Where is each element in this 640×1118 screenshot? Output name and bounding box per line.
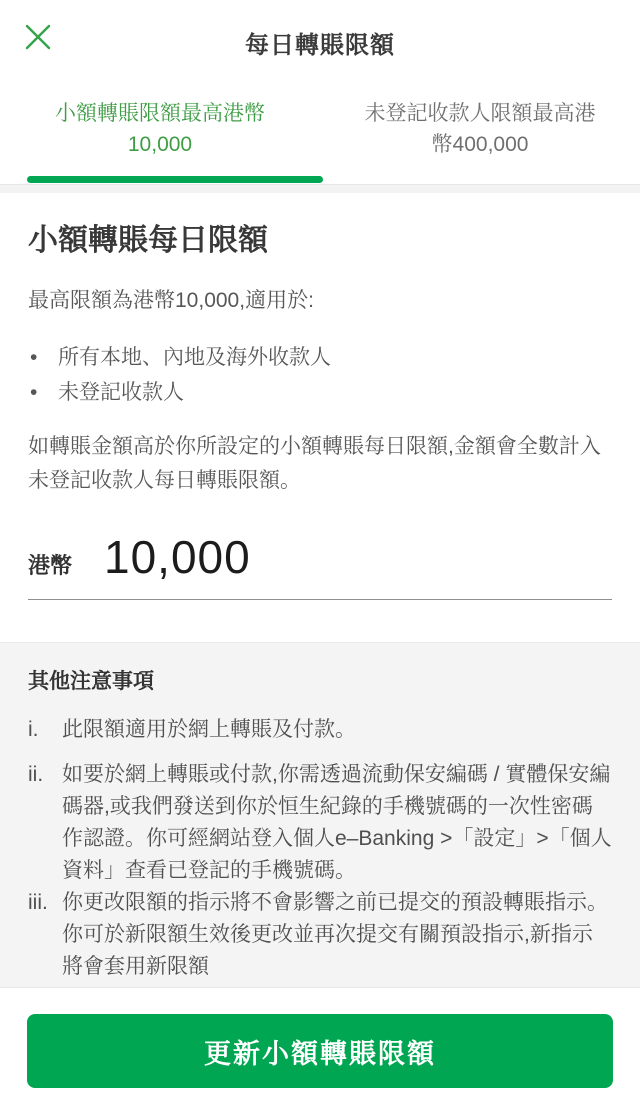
header [0, 0, 640, 193]
update-limit-button[interactable]: 更新小額轉賬限額 [27, 1014, 613, 1088]
close-icon [25, 24, 51, 50]
other-notes-heading: 其他注意事項 [28, 670, 154, 693]
tab-small-transfer-limit-label: 小額轉賬限額最高港幣10,000 [55, 102, 265, 156]
amount-input[interactable] [28, 530, 612, 600]
note-text: 你更改限額的指示將不會影響之前已提交的預設轉賬指示。你可於新限額生效後更改並再次提交有關預設指示,新指示將會套用新限額 [62, 891, 608, 978]
footer [0, 988, 640, 1118]
note-marker: iii. [28, 891, 48, 914]
note-text: 如要於網上轉賬或付款,你需透過流動保安編碼 / 實體保安編碼器,或我們發送到你於恒生紀錄的手機號碼的一次性密碼作認證。你可經網站登入個人e–Banking >「設定」>「個人資料」查看已登記的手機號碼。 [62, 763, 612, 882]
section-heading: 小額轉賬每日限額 [28, 224, 268, 257]
tab-small-transfer-limit[interactable] [0, 98, 320, 160]
page-title: 每日轉賬限額 [245, 32, 395, 59]
applicable-payee-list [28, 340, 612, 410]
tab-bar [0, 98, 640, 160]
list-item: • 未登記收款人 [28, 375, 612, 410]
note-item-ii [28, 759, 612, 887]
tab-unregistered-payee-limit-label: 未登記收款人限額最高港幣400,000 [364, 102, 596, 156]
header-divider [0, 184, 640, 193]
currency-label: 港幣 [28, 553, 73, 578]
other-notes-section [0, 642, 640, 988]
note-item-iii [28, 887, 612, 983]
limit-intro-text: 最高限額為港幣10,000,適用於: [28, 289, 314, 312]
tab-unregistered-payee-limit[interactable] [320, 98, 640, 160]
active-tab-indicator [27, 176, 323, 183]
note-marker: i. [28, 718, 39, 741]
list-item: • 所有本地、內地及海外收款人 [28, 340, 612, 375]
note-text: 此限額適用於網上轉賬及付款。 [62, 718, 356, 741]
amount-value: 10,000 [104, 531, 251, 583]
main-content [0, 193, 640, 600]
close-button[interactable] [22, 22, 54, 54]
note-item-i [28, 714, 612, 746]
overflow-note-text: 如轉賬金額高於你所設定的小額轉賬每日限額,金額會全數計入未登記收款人每日轉賬限額。 [28, 435, 601, 492]
note-marker: ii. [28, 763, 44, 786]
